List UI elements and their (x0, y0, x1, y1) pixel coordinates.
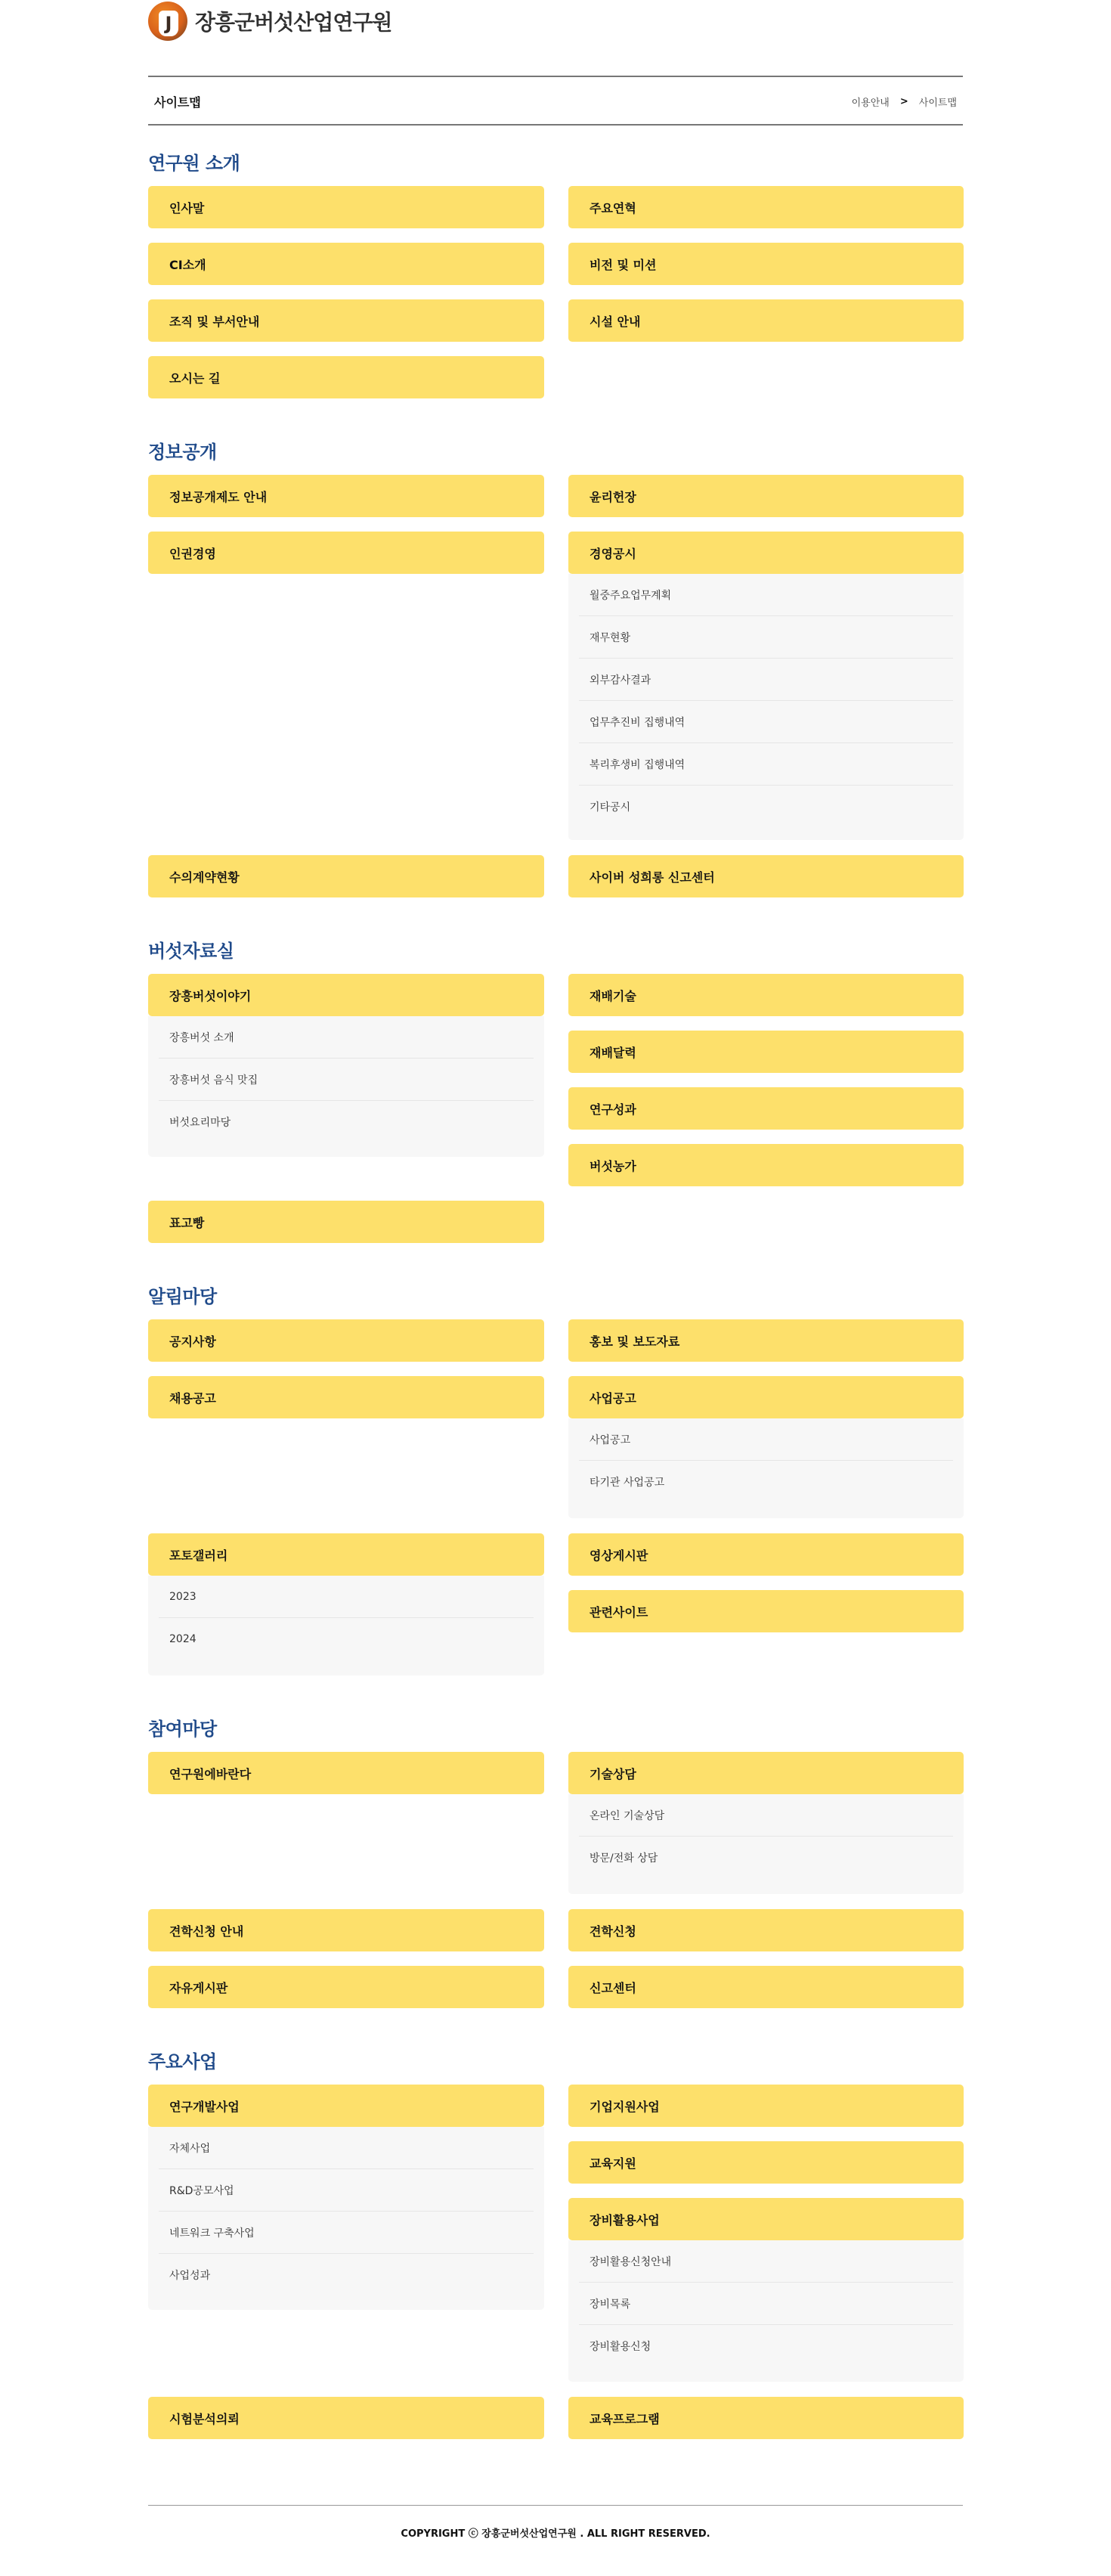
submenu-photo-gallery (148, 1576, 544, 1675)
copyright: COPYRIGHT ⓒ 장흥군버섯산업연구원 . ALL RIGHT RESERVED. (401, 2528, 710, 2540)
sitemap-link-contracts[interactable]: 수의계약현황 (148, 855, 544, 897)
site-name: 장흥군버섯산업연구원 (195, 10, 392, 35)
submenu-item[interactable]: 2023 (159, 1576, 534, 1618)
sitemap-link-education-program[interactable]: 교육프로그램 (568, 2397, 964, 2439)
sitemap-link-notices[interactable]: 공지사항 (148, 1319, 544, 1362)
page-title: 사이트맵 (154, 95, 201, 110)
sitemap-link-ethics[interactable]: 윤리헌장 (568, 475, 964, 517)
breadcrumb-current[interactable]: 사이트맵 (918, 98, 957, 109)
sitemap-link-related-sites[interactable]: 관련사이트 (568, 1590, 964, 1632)
sitemap-link-facilities[interactable]: 시설 안내 (568, 299, 964, 342)
section-title-mushroom-library: 버섯자료실 (148, 941, 234, 962)
submenu-item[interactable]: 기타공시 (590, 801, 631, 814)
submenu-item[interactable]: 온라인 기술상담 (579, 1794, 953, 1837)
submenu-equipment-business (568, 2240, 964, 2382)
sitemap-link-ci[interactable]: CI소개 (148, 243, 544, 285)
breadcrumb-separator: > (899, 96, 908, 107)
sitemap-link-management-disclosure[interactable]: 경영공시 (568, 532, 964, 574)
submenu-item[interactable]: 장흥버섯 음식 맛집 (159, 1059, 534, 1101)
submenu-item[interactable]: 복리후생비 집행내역 (579, 743, 953, 786)
submenu-item[interactable]: 장비활용신청 (590, 2340, 651, 2353)
logo-letter: J (159, 11, 178, 36)
sitemap-link-cultivation-calendar[interactable]: 재배달력 (568, 1031, 964, 1073)
submenu-item[interactable]: 재무현황 (579, 616, 953, 659)
sitemap-link-photo-gallery[interactable]: 포토갤러리 (148, 1533, 544, 1576)
sitemap-link-greeting[interactable]: 인사말 (148, 186, 544, 228)
submenu-mushroom-story (148, 1016, 544, 1157)
submenu-management-disclosure (568, 574, 964, 840)
breadcrumb-home[interactable]: 이용안내 (851, 98, 890, 109)
sitemap-link-pyogo-bread[interactable]: 표고빵 (148, 1201, 544, 1243)
submenu-item[interactable]: R&D공모사업 (159, 2169, 534, 2212)
sitemap-link-tour-guide[interactable]: 견학신청 안내 (148, 1909, 544, 1951)
sitemap-link-directions[interactable]: 오시는 길 (148, 356, 544, 398)
sitemap-link-organization[interactable]: 조직 및 부서안내 (148, 299, 544, 342)
sitemap-link-disclosure-guide[interactable]: 정보공개제도 안내 (148, 475, 544, 517)
sitemap-link-mushroom-story[interactable]: 장흥버섯이야기 (148, 974, 544, 1016)
sitemap-link-human-rights[interactable]: 인권경영 (148, 532, 544, 574)
footer-divider (148, 2505, 963, 2506)
sitemap-link-research-results[interactable]: 연구성과 (568, 1087, 964, 1130)
sitemap-link-tour-apply[interactable]: 견학신청 (568, 1909, 964, 1951)
submenu-item[interactable]: 외부감사결과 (579, 659, 953, 701)
submenu-item[interactable]: 방문/전화 상담 (590, 1852, 658, 1865)
sitemap-link-suggestions[interactable]: 연구원에바란다 (148, 1752, 544, 1794)
submenu-item[interactable]: 사업공고 (579, 1418, 953, 1461)
site-logo[interactable] (148, 2, 391, 41)
sitemap-link-video-board[interactable]: 영상게시판 (568, 1533, 964, 1576)
submenu-tech-consult (568, 1794, 964, 1894)
submenu-item[interactable]: 장흥버섯 소개 (159, 1016, 534, 1059)
sitemap-link-press[interactable]: 홍보 및 보도자료 (568, 1319, 964, 1362)
submenu-business-notice (568, 1418, 964, 1518)
submenu-item[interactable]: 버섯요리마당 (169, 1116, 231, 1129)
sitemap-link-mushroom-farms[interactable]: 버섯농가 (568, 1144, 964, 1186)
sitemap-link-report-center[interactable]: 신고센터 (568, 1966, 964, 2008)
section-title-intro: 연구원 소개 (148, 153, 240, 174)
sitemap-link-tech-consult[interactable]: 기술상담 (568, 1752, 964, 1794)
logo-mushroom-icon (148, 2, 187, 41)
sitemap-link-history[interactable]: 주요연혁 (568, 186, 964, 228)
section-title-notices: 알림마당 (148, 1286, 217, 1307)
submenu-item[interactable]: 장비목록 (579, 2283, 953, 2325)
submenu-item[interactable]: 사업성과 (169, 2269, 211, 2282)
submenu-item[interactable]: 타기관 사업공고 (590, 1476, 665, 1489)
submenu-item[interactable]: 네트워크 구축사업 (159, 2212, 534, 2254)
sitemap-link-free-board[interactable]: 자유게시판 (148, 1966, 544, 2008)
submenu-item[interactable]: 장비활용신청안내 (579, 2240, 953, 2283)
sitemap-link-rnd-business[interactable]: 연구개발사업 (148, 2085, 544, 2127)
breadcrumb (852, 95, 957, 109)
submenu-item[interactable]: 업무추진비 집행내역 (579, 701, 953, 743)
submenu-item[interactable]: 자체사업 (159, 2127, 534, 2169)
submenu-item[interactable]: 월중주요업무계획 (579, 574, 953, 616)
sitemap-link-equipment-business[interactable]: 장비활용사업 (568, 2198, 964, 2240)
sitemap-link-company-support[interactable]: 기업지원사업 (568, 2085, 964, 2127)
sitemap-link-harassment-report[interactable]: 사이버 성희롱 신고센터 (568, 855, 964, 897)
page-title-bar (148, 76, 963, 126)
section-title-participation: 참여마당 (148, 1719, 217, 1740)
section-title-main-business: 주요사업 (148, 2051, 217, 2072)
sitemap-link-test-analysis[interactable]: 시험분석의뢰 (148, 2397, 544, 2439)
sitemap-link-education-support[interactable]: 교육지원 (568, 2141, 964, 2184)
submenu-item[interactable]: 2024 (169, 1632, 197, 1645)
submenu-rnd-business (148, 2127, 544, 2310)
section-title-disclosure: 정보공개 (148, 442, 217, 463)
sitemap-link-cultivation-tech[interactable]: 재배기술 (568, 974, 964, 1016)
sitemap-link-business-notice[interactable]: 사업공고 (568, 1376, 964, 1418)
sitemap-link-vision[interactable]: 비전 및 미션 (568, 243, 964, 285)
sitemap-link-recruitment[interactable]: 채용공고 (148, 1376, 544, 1418)
